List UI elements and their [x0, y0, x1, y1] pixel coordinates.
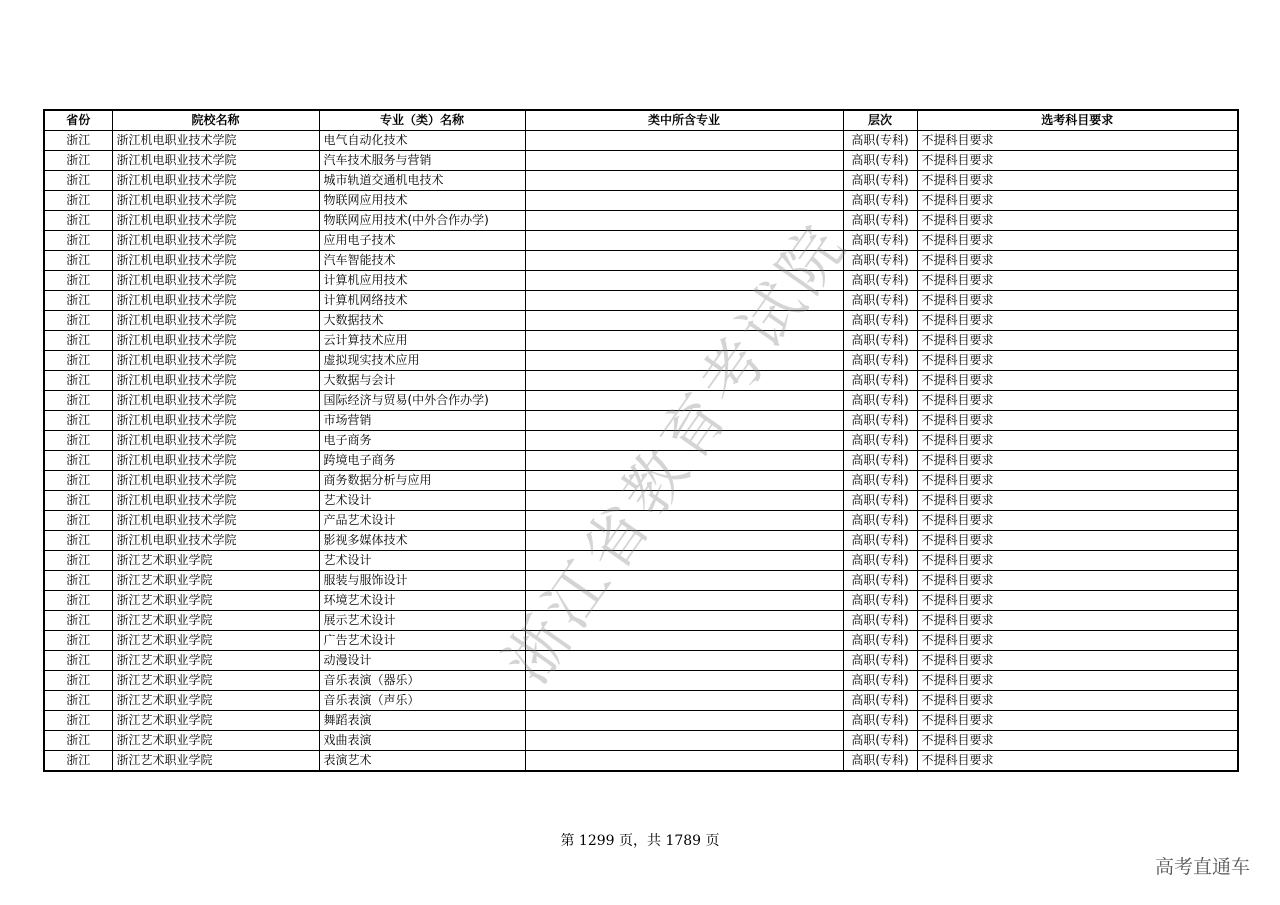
- cell-major: 跨境电子商务: [319, 451, 525, 471]
- cell-major: 计算机网络技术: [319, 291, 525, 311]
- table-row: [44, 691, 1238, 711]
- cell-major: 音乐表演（声乐）: [319, 691, 525, 711]
- cell-included-majors: [525, 251, 843, 271]
- cell-subject-requirement: 不提科目要求: [917, 731, 1238, 751]
- cell-province: 浙江: [44, 471, 112, 491]
- table-row: [44, 331, 1238, 351]
- cell-province: 浙江: [44, 711, 112, 731]
- table-row: [44, 471, 1238, 491]
- cell-subject-requirement: 不提科目要求: [917, 271, 1238, 291]
- cell-major: 音乐表演（器乐）: [319, 671, 525, 691]
- cell-province: 浙江: [44, 211, 112, 231]
- cell-school: 浙江艺术职业学院: [112, 651, 319, 671]
- cell-included-majors: [525, 591, 843, 611]
- cell-subject-requirement: 不提科目要求: [917, 171, 1238, 191]
- cell-included-majors: [525, 151, 843, 171]
- cell-province: 浙江: [44, 331, 112, 351]
- cell-subject-requirement: 不提科目要求: [917, 131, 1238, 151]
- cell-school: 浙江机电职业技术学院: [112, 211, 319, 231]
- cell-province: 浙江: [44, 131, 112, 151]
- cell-level: 高职(专科): [843, 551, 917, 571]
- cell-included-majors: [525, 691, 843, 711]
- cell-school: 浙江机电职业技术学院: [112, 371, 319, 391]
- table-row: [44, 571, 1238, 591]
- cell-school: 浙江机电职业技术学院: [112, 531, 319, 551]
- cell-major: 电子商务: [319, 431, 525, 451]
- cell-school: 浙江机电职业技术学院: [112, 451, 319, 471]
- cell-subject-requirement: 不提科目要求: [917, 311, 1238, 331]
- cell-included-majors: [525, 311, 843, 331]
- cell-level: 高职(专科): [843, 431, 917, 451]
- cell-school: 浙江艺术职业学院: [112, 631, 319, 651]
- cell-school: 浙江机电职业技术学院: [112, 431, 319, 451]
- cell-level: 高职(专科): [843, 531, 917, 551]
- cell-subject-requirement: 不提科目要求: [917, 291, 1238, 311]
- cell-subject-requirement: 不提科目要求: [917, 351, 1238, 371]
- cell-school: 浙江艺术职业学院: [112, 671, 319, 691]
- cell-level: 高职(专科): [843, 731, 917, 751]
- cell-level: 高职(专科): [843, 751, 917, 772]
- cell-major: 计算机应用技术: [319, 271, 525, 291]
- cell-major: 广告艺术设计: [319, 631, 525, 651]
- cell-school: 浙江机电职业技术学院: [112, 131, 319, 151]
- col-header-included-majors: 类中所含专业: [525, 110, 843, 131]
- table-row: [44, 251, 1238, 271]
- page-number: 第 1299 页，共 1789 页: [560, 833, 720, 849]
- cell-included-majors: [525, 211, 843, 231]
- col-header-school: 院校名称: [112, 110, 319, 131]
- watermark: 浙江省教育考试院: [490, 208, 862, 697]
- cell-level: 高职(专科): [843, 271, 917, 291]
- cell-included-majors: [525, 571, 843, 591]
- cell-province: 浙江: [44, 611, 112, 631]
- cell-level: 高职(专科): [843, 651, 917, 671]
- cell-major: 汽车智能技术: [319, 251, 525, 271]
- cell-province: 浙江: [44, 391, 112, 411]
- table-body: [44, 131, 1238, 772]
- cell-school: 浙江机电职业技术学院: [112, 191, 319, 211]
- cell-included-majors: [525, 411, 843, 431]
- cell-province: 浙江: [44, 671, 112, 691]
- cell-school: 浙江机电职业技术学院: [112, 391, 319, 411]
- cell-province: 浙江: [44, 431, 112, 451]
- cell-level: 高职(专科): [843, 191, 917, 211]
- cell-level: 高职(专科): [843, 331, 917, 351]
- cell-included-majors: [525, 271, 843, 291]
- table-row: [44, 671, 1238, 691]
- table-row: [44, 151, 1238, 171]
- cell-included-majors: [525, 331, 843, 351]
- col-header-subject-requirement: 选考科目要求: [917, 110, 1238, 131]
- cell-subject-requirement: 不提科目要求: [917, 631, 1238, 651]
- cell-school: 浙江艺术职业学院: [112, 711, 319, 731]
- cell-included-majors: [525, 171, 843, 191]
- cell-level: 高职(专科): [843, 391, 917, 411]
- table-row: [44, 451, 1238, 471]
- table-row: [44, 511, 1238, 531]
- cell-level: 高职(专科): [843, 251, 917, 271]
- cell-level: 高职(专科): [843, 451, 917, 471]
- cell-province: 浙江: [44, 151, 112, 171]
- cell-school: 浙江艺术职业学院: [112, 551, 319, 571]
- table-row: [44, 231, 1238, 251]
- cell-subject-requirement: 不提科目要求: [917, 491, 1238, 511]
- cell-included-majors: [525, 711, 843, 731]
- cell-major: 汽车技术服务与营销: [319, 151, 525, 171]
- cell-included-majors: [525, 631, 843, 651]
- table-row: [44, 171, 1238, 191]
- cell-major: 艺术设计: [319, 551, 525, 571]
- cell-subject-requirement: 不提科目要求: [917, 711, 1238, 731]
- cell-school: 浙江机电职业技术学院: [112, 311, 319, 331]
- cell-school: 浙江机电职业技术学院: [112, 351, 319, 371]
- cell-province: 浙江: [44, 511, 112, 531]
- cell-major: 大数据与会计: [319, 371, 525, 391]
- cell-subject-requirement: 不提科目要求: [917, 231, 1238, 251]
- cell-province: 浙江: [44, 731, 112, 751]
- cell-province: 浙江: [44, 371, 112, 391]
- table-row: [44, 731, 1238, 751]
- cell-province: 浙江: [44, 251, 112, 271]
- cell-included-majors: [525, 431, 843, 451]
- cell-major: 物联网应用技术: [319, 191, 525, 211]
- cell-major: 电气自动化技术: [319, 131, 525, 151]
- cell-school: 浙江机电职业技术学院: [112, 511, 319, 531]
- cell-subject-requirement: 不提科目要求: [917, 691, 1238, 711]
- table-header-row: [44, 110, 1238, 131]
- cell-included-majors: [525, 531, 843, 551]
- cell-major: 舞蹈表演: [319, 711, 525, 731]
- cell-school: 浙江机电职业技术学院: [112, 151, 319, 171]
- table-row: [44, 431, 1238, 451]
- cell-province: 浙江: [44, 531, 112, 551]
- cell-school: 浙江机电职业技术学院: [112, 471, 319, 491]
- cell-subject-requirement: 不提科目要求: [917, 591, 1238, 611]
- cell-included-majors: [525, 391, 843, 411]
- table-row: [44, 751, 1238, 772]
- cell-major: 商务数据分析与应用: [319, 471, 525, 491]
- cell-level: 高职(专科): [843, 571, 917, 591]
- cell-subject-requirement: 不提科目要求: [917, 551, 1238, 571]
- cell-school: 浙江机电职业技术学院: [112, 171, 319, 191]
- cell-level: 高职(专科): [843, 631, 917, 651]
- col-header-province: 省份: [44, 110, 112, 131]
- cell-subject-requirement: 不提科目要求: [917, 451, 1238, 471]
- cell-included-majors: [525, 131, 843, 151]
- cell-level: 高职(专科): [843, 411, 917, 431]
- cell-school: 浙江艺术职业学院: [112, 571, 319, 591]
- cell-subject-requirement: 不提科目要求: [917, 411, 1238, 431]
- cell-major: 展示艺术设计: [319, 611, 525, 631]
- cell-major: 影视多媒体技术: [319, 531, 525, 551]
- cell-level: 高职(专科): [843, 671, 917, 691]
- cell-major: 艺术设计: [319, 491, 525, 511]
- cell-subject-requirement: 不提科目要求: [917, 531, 1238, 551]
- table-row: [44, 611, 1238, 631]
- cell-province: 浙江: [44, 171, 112, 191]
- table-row: [44, 271, 1238, 291]
- cell-level: 高职(专科): [843, 711, 917, 731]
- cell-major: 大数据技术: [319, 311, 525, 331]
- cell-subject-requirement: 不提科目要求: [917, 391, 1238, 411]
- cell-major: 市场营销: [319, 411, 525, 431]
- table-row: [44, 371, 1238, 391]
- cell-school: 浙江机电职业技术学院: [112, 491, 319, 511]
- cell-school: 浙江机电职业技术学院: [112, 291, 319, 311]
- cell-major: 戏曲表演: [319, 731, 525, 751]
- cell-level: 高职(专科): [843, 231, 917, 251]
- cell-level: 高职(专科): [843, 491, 917, 511]
- cell-subject-requirement: 不提科目要求: [917, 431, 1238, 451]
- cell-included-majors: [525, 471, 843, 491]
- cell-level: 高职(专科): [843, 611, 917, 631]
- cell-included-majors: [525, 231, 843, 251]
- cell-level: 高职(专科): [843, 351, 917, 371]
- cell-province: 浙江: [44, 651, 112, 671]
- cell-level: 高职(专科): [843, 311, 917, 331]
- cell-school: 浙江机电职业技术学院: [112, 411, 319, 431]
- cell-included-majors: [525, 351, 843, 371]
- cell-major: 环境艺术设计: [319, 591, 525, 611]
- cell-level: 高职(专科): [843, 371, 917, 391]
- table-row: [44, 491, 1238, 511]
- cell-province: 浙江: [44, 451, 112, 471]
- cell-province: 浙江: [44, 631, 112, 651]
- cell-school: 浙江艺术职业学院: [112, 751, 319, 772]
- table-row: [44, 291, 1238, 311]
- cell-included-majors: [525, 371, 843, 391]
- cell-major: 城市轨道交通机电技术: [319, 171, 525, 191]
- table-row: [44, 191, 1238, 211]
- cell-province: 浙江: [44, 311, 112, 331]
- cell-level: 高职(专科): [843, 591, 917, 611]
- cell-included-majors: [525, 731, 843, 751]
- cell-subject-requirement: 不提科目要求: [917, 751, 1238, 772]
- cell-included-majors: [525, 491, 843, 511]
- cell-level: 高职(专科): [843, 131, 917, 151]
- cell-included-majors: [525, 651, 843, 671]
- cell-subject-requirement: 不提科目要求: [917, 671, 1238, 691]
- cell-subject-requirement: 不提科目要求: [917, 251, 1238, 271]
- cell-major: 虚拟现实技术应用: [319, 351, 525, 371]
- cell-level: 高职(专科): [843, 171, 917, 191]
- cell-included-majors: [525, 751, 843, 772]
- cell-level: 高职(专科): [843, 291, 917, 311]
- cell-province: 浙江: [44, 571, 112, 591]
- cell-subject-requirement: 不提科目要求: [917, 511, 1238, 531]
- table-row: [44, 711, 1238, 731]
- cell-province: 浙江: [44, 271, 112, 291]
- cell-level: 高职(专科): [843, 211, 917, 231]
- cell-subject-requirement: 不提科目要求: [917, 211, 1238, 231]
- cell-province: 浙江: [44, 591, 112, 611]
- cell-included-majors: [525, 511, 843, 531]
- cell-included-majors: [525, 671, 843, 691]
- cell-major: 云计算技术应用: [319, 331, 525, 351]
- cell-major: 动漫设计: [319, 651, 525, 671]
- table-row: [44, 551, 1238, 571]
- cell-subject-requirement: 不提科目要求: [917, 151, 1238, 171]
- cell-school: 浙江机电职业技术学院: [112, 251, 319, 271]
- table-row: [44, 631, 1238, 651]
- table-row: [44, 351, 1238, 371]
- col-header-major: 专业（类）名称: [319, 110, 525, 131]
- cell-subject-requirement: 不提科目要求: [917, 571, 1238, 591]
- cell-subject-requirement: 不提科目要求: [917, 371, 1238, 391]
- cell-school: 浙江机电职业技术学院: [112, 231, 319, 251]
- cell-included-majors: [525, 451, 843, 471]
- cell-province: 浙江: [44, 351, 112, 371]
- cell-major: 服装与服饰设计: [319, 571, 525, 591]
- cell-subject-requirement: 不提科目要求: [917, 191, 1238, 211]
- cell-major: 产品艺术设计: [319, 511, 525, 531]
- cell-subject-requirement: 不提科目要求: [917, 651, 1238, 671]
- corner-brand: 高考直通车: [1154, 856, 1250, 878]
- cell-major: 应用电子技术: [319, 231, 525, 251]
- cell-province: 浙江: [44, 411, 112, 431]
- cell-province: 浙江: [44, 491, 112, 511]
- cell-province: 浙江: [44, 691, 112, 711]
- majors-table: [43, 109, 1239, 772]
- table-row: [44, 391, 1238, 411]
- cell-subject-requirement: 不提科目要求: [917, 471, 1238, 491]
- cell-subject-requirement: 不提科目要求: [917, 331, 1238, 351]
- cell-school: 浙江艺术职业学院: [112, 611, 319, 631]
- cell-province: 浙江: [44, 291, 112, 311]
- cell-level: 高职(专科): [843, 691, 917, 711]
- cell-level: 高职(专科): [843, 151, 917, 171]
- cell-included-majors: [525, 291, 843, 311]
- table-row: [44, 411, 1238, 431]
- cell-included-majors: [525, 611, 843, 631]
- cell-school: 浙江机电职业技术学院: [112, 331, 319, 351]
- col-header-level: 层次: [843, 110, 917, 131]
- cell-included-majors: [525, 551, 843, 571]
- table-row: [44, 131, 1238, 151]
- cell-school: 浙江艺术职业学院: [112, 691, 319, 711]
- cell-school: 浙江艺术职业学院: [112, 731, 319, 751]
- table-row: [44, 531, 1238, 551]
- cell-school: 浙江艺术职业学院: [112, 591, 319, 611]
- cell-province: 浙江: [44, 551, 112, 571]
- cell-major: 物联网应用技术(中外合作办学): [319, 211, 525, 231]
- cell-province: 浙江: [44, 191, 112, 211]
- cell-included-majors: [525, 191, 843, 211]
- cell-major: 国际经济与贸易(中外合作办学): [319, 391, 525, 411]
- table-row: [44, 211, 1238, 231]
- table-row: [44, 591, 1238, 611]
- cell-level: 高职(专科): [843, 511, 917, 531]
- cell-school: 浙江机电职业技术学院: [112, 271, 319, 291]
- cell-province: 浙江: [44, 231, 112, 251]
- cell-subject-requirement: 不提科目要求: [917, 611, 1238, 631]
- cell-province: 浙江: [44, 751, 112, 772]
- cell-level: 高职(专科): [843, 471, 917, 491]
- table-row: [44, 311, 1238, 331]
- cell-major: 表演艺术: [319, 751, 525, 772]
- table-row: [44, 651, 1238, 671]
